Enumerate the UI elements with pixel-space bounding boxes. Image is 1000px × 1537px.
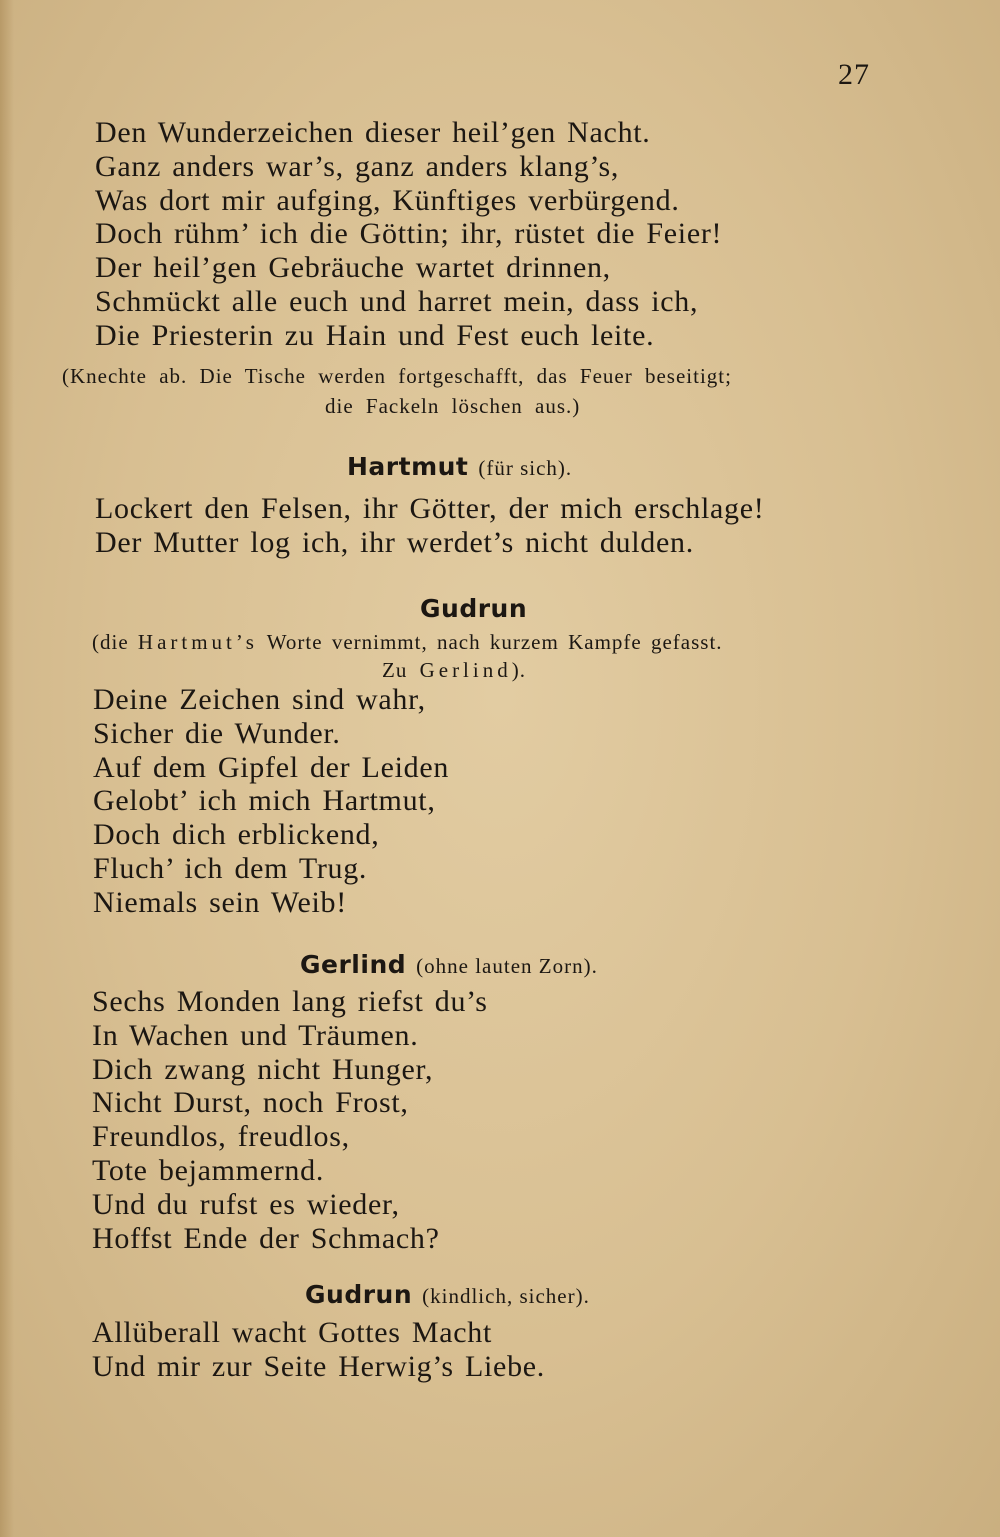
speaker-heading-hartmut: [347, 452, 572, 481]
verse-line: Deine Zeichen sind wahr,: [93, 683, 426, 716]
verse-line: In Wachen und Träumen.: [92, 1018, 419, 1052]
stage-direction-line: [382, 656, 526, 685]
verse-block-gudrun-1: [93, 683, 449, 920]
verse-line: Freundlos, freudlos,: [92, 1120, 350, 1154]
stage-direction-line: (Knechte ab. Die Tische werden fortgeschafft, das Feuer beseitigt;: [62, 364, 732, 388]
stage-direction-line: [92, 628, 723, 657]
verse-block-gerlind: [92, 985, 488, 1255]
speaker-name: Gudrun: [305, 1280, 413, 1309]
verse-block-gudrun-2: [92, 1316, 545, 1384]
speaker-heading-gudrun: [420, 594, 527, 623]
character-name: Gerlind: [419, 658, 512, 682]
verse-line: Hoffst Ende der Schmach?: [92, 1221, 440, 1255]
verse-line: Sicher die Wunder.: [93, 716, 341, 750]
stage-direction: (kindlich, sicher).: [422, 1284, 590, 1308]
verse-line: Ganz anders war’s, ganz anders klang’s,: [95, 149, 620, 183]
verse-line: Nicht Durst, noch Frost,: [92, 1086, 409, 1120]
stage-text: Worte vernimmt, nach kurzem Kampfe gefasst.: [257, 630, 723, 654]
speaker-heading-gudrun: [305, 1280, 590, 1309]
verse-line: Der Mutter log ich, ihr werdet’s nicht dulden.: [95, 525, 694, 559]
verse-block-1: [95, 116, 722, 353]
verse-line: Der heil’gen Gebräuche wartet drinnen,: [95, 251, 611, 285]
verse-line: Allüberall wacht Gottes Macht: [92, 1316, 493, 1349]
speaker-name: Gudrun: [420, 594, 528, 623]
speaker-heading-gerlind: [300, 950, 598, 979]
verse-line: Auf dem Gipfel der Leiden: [93, 750, 450, 784]
verse-line: Dich zwang nicht Hunger,: [92, 1052, 434, 1086]
verse-line: Was dort mir aufging, Künftiges verbürgend.: [95, 183, 680, 217]
stage-text: (die: [92, 630, 138, 654]
stage-text: ).: [511, 658, 526, 682]
verse-line: Den Wunderzeichen dieser heil’gen Nacht.: [95, 116, 651, 149]
verse-line: Die Priesterin zu Hain und Fest euch leite.: [95, 318, 655, 352]
stage-text: Zu: [382, 658, 420, 682]
speaker-name: Gerlind: [300, 950, 407, 979]
verse-block-hartmut: [95, 492, 764, 560]
verse-line: Schmückt alle euch und harret mein, dass ich,: [95, 284, 699, 318]
stage-direction-line: die Fackeln löschen aus.): [325, 394, 581, 418]
verse-line: Und du rufst es wieder,: [92, 1187, 400, 1221]
speaker-name: Hartmut: [347, 452, 469, 481]
verse-line: Doch rühm’ ich die Göttin; ihr, rüstet die Feier!: [95, 217, 723, 251]
verse-line: Lockert den Felsen, ihr Götter, der mich erschlage!: [95, 492, 765, 525]
page-number: 27: [838, 58, 870, 91]
verse-line: Und mir zur Seite Herwig’s Liebe.: [92, 1349, 545, 1383]
verse-line: Gelobt’ ich mich Hartmut,: [93, 784, 436, 818]
character-name: Hartmut’s: [137, 630, 258, 654]
stage-direction: (ohne lauten Zorn).: [416, 954, 598, 978]
verse-line: Tote bejammernd.: [92, 1153, 325, 1187]
stage-direction: (für sich).: [478, 456, 573, 480]
verse-line: Niemals sein Weib!: [93, 885, 347, 919]
verse-line: Fluch’ ich dem Trug.: [93, 851, 368, 885]
verse-line: Doch dich erblickend,: [93, 818, 380, 852]
page-edge-shadow: [0, 0, 14, 1537]
verse-line: Sechs Monden lang riefst du’s: [92, 985, 488, 1018]
